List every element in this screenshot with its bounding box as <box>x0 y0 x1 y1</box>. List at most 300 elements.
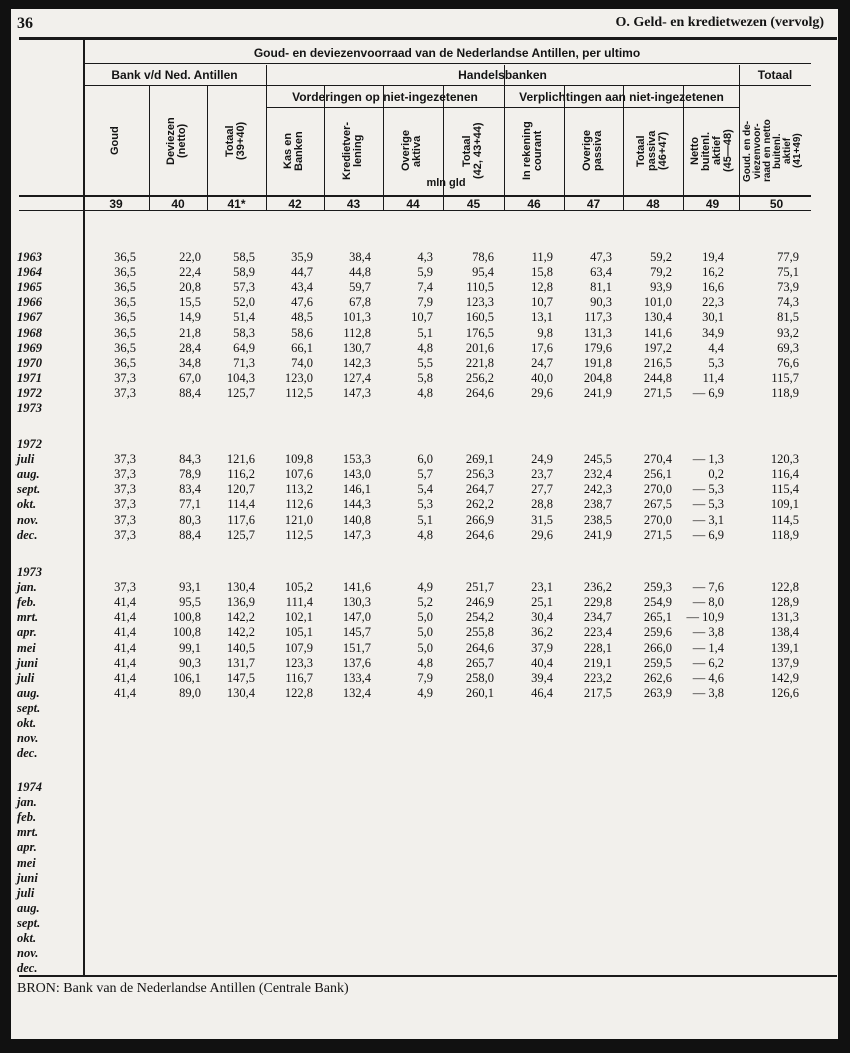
group-vorderingen: Vorderingen op niet-ingezetenen <box>292 90 478 104</box>
table-cell: 256,3 <box>465 467 494 482</box>
table-cell: 255,8 <box>465 625 494 640</box>
table-cell: 30,4 <box>531 610 553 625</box>
table-cell: 37,3 <box>114 527 136 542</box>
table-cell: 74,0 <box>291 355 313 370</box>
table-cell: 30,1 <box>702 310 724 325</box>
row-label: 1967 <box>17 310 42 325</box>
row-label: dec. <box>17 527 38 542</box>
table-cell: 246,9 <box>465 595 494 610</box>
row-label: feb. <box>17 810 37 825</box>
table-cell: 41,4 <box>114 610 136 625</box>
table-cell: 44,7 <box>291 265 313 280</box>
table-cell: 132,4 <box>342 685 371 700</box>
year-header: 1973 <box>17 565 42 579</box>
table-cell: 22,4 <box>179 265 201 280</box>
row-label: jan. <box>17 795 37 810</box>
table-cell: 259,3 <box>643 580 672 595</box>
table-cell: 241,9 <box>583 527 612 542</box>
table-cell: 131,3 <box>770 610 799 625</box>
table-cell: 95,5 <box>179 595 201 610</box>
table-cell: 11,4 <box>702 370 724 385</box>
group-handelsbanken: Handelsbanken <box>458 68 547 82</box>
table-cell: 41,4 <box>114 625 136 640</box>
column-header-49: Netto buitenl. aktief (45—48) <box>688 129 734 173</box>
table-cell: 58,9 <box>233 265 255 280</box>
row-label: juli <box>17 885 35 900</box>
table-cell: 83,4 <box>179 482 201 497</box>
table-cell: 67,0 <box>179 370 201 385</box>
table-cell: 137,6 <box>342 655 371 670</box>
stub-divider <box>83 40 85 975</box>
table-cell: 142,3 <box>342 355 371 370</box>
table-cell: 4,8 <box>417 527 433 542</box>
table-cell: 90,3 <box>590 295 612 310</box>
table-cell: — 7,6 <box>692 580 724 595</box>
table-cell: 263,9 <box>643 685 672 700</box>
table-cell: 116,4 <box>771 467 799 482</box>
column-number: 46 <box>527 197 541 211</box>
table-cell: 67,8 <box>349 295 371 310</box>
row-label: dec. <box>17 746 38 761</box>
column-header-39: Goud <box>108 126 121 156</box>
table-cell: 109,1 <box>770 497 799 512</box>
table-cell: 46,4 <box>531 685 553 700</box>
column-number: 48 <box>646 197 660 211</box>
table-cell: 228,1 <box>583 640 612 655</box>
table-cell: 10,7 <box>531 295 553 310</box>
table-cell: 130,3 <box>342 595 371 610</box>
table-cell: 37,3 <box>114 467 136 482</box>
table-cell: 23,7 <box>531 467 553 482</box>
table-cell: 41,4 <box>114 655 136 670</box>
table-cell: 142,2 <box>226 625 255 640</box>
table-cell: 201,6 <box>465 340 494 355</box>
group-verplichtingen: Verplichtingen aan niet-ingezetenen <box>519 90 724 104</box>
table-cell: 266,0 <box>643 640 672 655</box>
table-cell: 47,6 <box>291 295 313 310</box>
table-cell: — 3,8 <box>692 685 724 700</box>
top-rule <box>19 37 837 40</box>
table-cell: 112,5 <box>285 527 313 542</box>
row-label: mei <box>17 640 36 655</box>
table-cell: 122,8 <box>770 580 799 595</box>
column-divider <box>324 86 325 210</box>
table-cell: 102,1 <box>284 610 313 625</box>
table-cell: 13,1 <box>531 310 553 325</box>
table-cell: 127,4 <box>342 370 371 385</box>
table-cell: 107,9 <box>284 640 313 655</box>
table-cell: 141,6 <box>643 325 672 340</box>
row-label: aug. <box>17 467 40 482</box>
subgroup-rule <box>266 107 739 108</box>
table-cell: 31,5 <box>531 512 553 527</box>
table-cell: 267,5 <box>643 497 672 512</box>
table-cell: 234,7 <box>583 610 612 625</box>
table-cell: 74,3 <box>777 295 799 310</box>
table-cell: 259,6 <box>643 625 672 640</box>
row-label: feb. <box>17 595 37 610</box>
table-cell: 16,6 <box>702 280 724 295</box>
table-cell: 71,3 <box>233 355 255 370</box>
table-cell: 238,7 <box>583 497 612 512</box>
table-cell: 232,4 <box>583 467 612 482</box>
table-cell: 216,5 <box>643 355 672 370</box>
table-cell: 262,2 <box>465 497 494 512</box>
table-cell: 270,0 <box>643 512 672 527</box>
table-title: Goud- en deviezenvoorraad van de Nederlandse Antillen, per ultimo <box>253 46 641 60</box>
table-cell: 140,5 <box>226 640 255 655</box>
table-cell: 112,8 <box>343 325 371 340</box>
column-number: 49 <box>705 197 720 211</box>
table-cell: 100,8 <box>172 625 201 640</box>
table-cell: 264,6 <box>465 385 494 400</box>
table-cell: 5,7 <box>417 467 433 482</box>
table-cell: — 4,6 <box>692 670 724 685</box>
table-cell: 4,8 <box>417 340 433 355</box>
table-cell: — 1,3 <box>692 452 724 467</box>
table-cell: 115,4 <box>771 482 799 497</box>
column-header-47: Overige passiva <box>580 130 604 172</box>
table-cell: 5,3 <box>417 497 433 512</box>
column-header-45: Totaal (42, 43+44) <box>460 122 484 180</box>
table-cell: 179,6 <box>583 340 612 355</box>
column-header-50: Goud. en de- viezenvoor- raad en netto buitenl. aktief (41+49) <box>741 119 803 183</box>
table-cell: 5,2 <box>417 595 433 610</box>
table-cell: 20,8 <box>179 280 201 295</box>
table-cell: 130,4 <box>643 310 672 325</box>
column-header-41: Totaal (39+40) <box>223 121 247 161</box>
table-cell: 128,9 <box>770 595 799 610</box>
page-number: 36 <box>17 15 33 32</box>
table-cell: 130,4 <box>226 580 255 595</box>
table-cell: 125,7 <box>226 385 255 400</box>
row-label: 1966 <box>17 295 42 310</box>
row-label: 1973 <box>17 401 42 415</box>
table-cell: 120,3 <box>770 452 799 467</box>
table-cell: 260,1 <box>465 685 494 700</box>
table-cell: 15,5 <box>179 295 201 310</box>
group-bank: Bank v/d Ned. Antillen <box>111 68 238 82</box>
table-cell: 5,1 <box>417 512 433 527</box>
table-cell: 245,5 <box>583 452 612 467</box>
table-cell: 37,3 <box>114 370 136 385</box>
table-cell: 147,3 <box>342 527 371 542</box>
table-cell: 0,2 <box>708 467 724 482</box>
table-cell: 4,4 <box>708 340 724 355</box>
column-divider <box>564 86 565 210</box>
table-cell: 37,3 <box>114 385 136 400</box>
column-divider <box>623 86 624 210</box>
row-label: aug. <box>17 900 40 915</box>
table-cell: 41,4 <box>114 670 136 685</box>
table-cell: 139,1 <box>770 640 799 655</box>
table-cell: — 10,9 <box>686 610 724 625</box>
table-cell: 37,3 <box>114 452 136 467</box>
table-cell: 93,1 <box>179 580 201 595</box>
table-cell: 141,6 <box>342 580 371 595</box>
row-label: juli <box>17 452 35 467</box>
table-cell: 111,4 <box>285 595 313 610</box>
table-cell: 147,0 <box>342 610 371 625</box>
column-header-42: Kas en Banken <box>282 131 305 171</box>
table-cell: 114,5 <box>771 512 799 527</box>
table-cell: 7,4 <box>417 280 433 295</box>
table-cell: 236,2 <box>583 580 612 595</box>
table-cell: 73,9 <box>777 280 799 295</box>
table-cell: 36,5 <box>114 340 136 355</box>
table-cell: 21,8 <box>179 325 201 340</box>
table-cell: 4,8 <box>417 655 433 670</box>
table-cell: — 6,2 <box>692 655 724 670</box>
table-cell: 251,7 <box>465 580 494 595</box>
row-label: juli <box>17 670 35 685</box>
table-cell: 79,2 <box>650 265 672 280</box>
table-cell: 48,5 <box>291 310 313 325</box>
document-page <box>11 9 838 1039</box>
table-cell: 123,3 <box>465 295 494 310</box>
table-cell: 36,5 <box>114 280 136 295</box>
column-header-46: In rekening courant <box>521 121 544 181</box>
table-cell: 47,3 <box>590 250 612 264</box>
table-cell: 242,3 <box>583 482 612 497</box>
table-cell: 29,6 <box>531 385 553 400</box>
column-number: 45 <box>466 197 481 211</box>
table-cell: 265,1 <box>643 610 672 625</box>
table-cell: 14,9 <box>179 310 201 325</box>
row-label: mrt. <box>17 610 39 625</box>
column-divider <box>443 86 444 210</box>
table-cell: 223,4 <box>583 625 612 640</box>
column-header-43: Kredietver- lening <box>340 121 364 181</box>
table-cell: 5,0 <box>417 640 433 655</box>
table-cell: 120,7 <box>226 482 255 497</box>
table-cell: 160,5 <box>465 310 494 325</box>
table-cell: 57,3 <box>233 280 255 295</box>
table-cell: 133,4 <box>342 670 371 685</box>
column-number: 50 <box>769 197 784 211</box>
group-totaal: Totaal <box>757 68 793 82</box>
table-cell: 25,1 <box>531 595 553 610</box>
table-cell: 10,7 <box>411 310 433 325</box>
table-cell: 58,6 <box>291 325 313 340</box>
table-cell: 5,8 <box>417 370 433 385</box>
row-label: 1970 <box>17 355 42 370</box>
table-cell: 99,1 <box>179 640 201 655</box>
table-cell: 107,6 <box>284 467 313 482</box>
table-cell: 81,5 <box>777 310 799 325</box>
table-cell: 37,3 <box>114 497 136 512</box>
table-cell: 264,6 <box>465 527 494 542</box>
table-cell: 137,9 <box>770 655 799 670</box>
table-cell: 151,7 <box>342 640 371 655</box>
table-cell: 37,3 <box>114 482 136 497</box>
table-cell: 63,4 <box>590 265 612 280</box>
table-cell: 80,3 <box>179 512 201 527</box>
row-label: 1971 <box>17 370 42 385</box>
row-label: juni <box>17 655 38 670</box>
table-cell: — 6,9 <box>692 527 724 542</box>
table-cell: 256,1 <box>643 467 672 482</box>
source-note: BRON: Bank van de Nederlandse Antillen (Centrale Bank) <box>17 981 349 996</box>
table-cell: 44,8 <box>349 265 371 280</box>
row-label: sept. <box>17 700 41 715</box>
table-cell: — 8,0 <box>692 595 724 610</box>
table-cell: 35,9 <box>291 250 313 264</box>
row-label: okt. <box>17 931 37 945</box>
table-cell: 88,4 <box>179 527 201 542</box>
table-cell: 24,9 <box>531 452 553 467</box>
table-cell: 100,8 <box>172 610 201 625</box>
column-number: 43 <box>346 197 361 211</box>
year-header: 1972 <box>17 437 42 451</box>
table-cell: 105,1 <box>284 625 313 640</box>
table-cell: 101,3 <box>342 310 371 325</box>
table-cell: 121,0 <box>284 512 313 527</box>
table-cell: 4,8 <box>417 385 433 400</box>
row-label: juni <box>17 870 38 885</box>
table-cell: 16,2 <box>702 265 724 280</box>
row-label: 1964 <box>17 265 42 280</box>
row-label: mrt. <box>17 825 39 840</box>
table-cell: 22,3 <box>702 295 724 310</box>
table-cell: 118,9 <box>771 385 799 400</box>
table-cell: 34,8 <box>179 355 201 370</box>
table-cell: 5,3 <box>708 355 724 370</box>
table-cell: 64,9 <box>233 340 255 355</box>
table-cell: 5,9 <box>417 265 433 280</box>
column-number: 41* <box>227 197 246 211</box>
table-cell: 113,2 <box>285 482 313 497</box>
table-cell: 38,4 <box>349 250 371 264</box>
table-cell: 126,6 <box>770 685 799 700</box>
table-cell: 36,5 <box>114 250 136 264</box>
row-label: okt. <box>17 716 37 730</box>
table-cell: 22,0 <box>179 250 201 264</box>
table-cell: 109,8 <box>284 452 313 467</box>
table-cell: 36,5 <box>114 310 136 325</box>
column-number: 44 <box>406 197 420 211</box>
table-cell: 37,3 <box>114 512 136 527</box>
column-header-48: Totaal passiva (46+47) <box>634 130 669 172</box>
column-divider <box>504 65 505 210</box>
table-cell: 258,0 <box>465 670 494 685</box>
column-number: 40 <box>171 197 185 211</box>
table-cell: 153,3 <box>342 452 371 467</box>
table-cell: 36,2 <box>531 625 553 640</box>
table-cell: 15,8 <box>531 265 553 280</box>
table-cell: 17,6 <box>531 340 553 355</box>
row-label: 1965 <box>17 280 42 295</box>
table-cell: 112,6 <box>285 497 313 512</box>
table-cell: 147,3 <box>342 385 371 400</box>
table-cell: 52,0 <box>233 295 255 310</box>
table-cell: 229,8 <box>583 595 612 610</box>
row-label: nov. <box>17 946 39 961</box>
table-cell: 7,9 <box>417 295 433 310</box>
table-cell: 41,4 <box>114 640 136 655</box>
table-cell: — 3,1 <box>692 512 724 527</box>
table-cell: 84,3 <box>179 452 201 467</box>
row-label: jan. <box>17 580 37 595</box>
table-cell: 36,5 <box>114 355 136 370</box>
table-cell: 264,7 <box>465 482 494 497</box>
row-label: dec. <box>17 961 38 976</box>
table-cell: 241,9 <box>583 385 612 400</box>
title-rule <box>83 63 811 64</box>
table-cell: 217,5 <box>583 685 612 700</box>
table-cell: 130,4 <box>226 685 255 700</box>
table-cell: 58,3 <box>233 325 255 340</box>
table-cell: 88,4 <box>179 385 201 400</box>
table-cell: 143,0 <box>342 467 371 482</box>
table-cell: 197,2 <box>643 340 672 355</box>
group-rule <box>83 85 811 86</box>
table-cell: 223,2 <box>583 670 612 685</box>
column-divider <box>383 86 384 210</box>
table-cell: 140,8 <box>342 512 371 527</box>
year-header: 1974 <box>17 780 42 794</box>
table-cell: 106,1 <box>172 670 201 685</box>
table-cell: 5,1 <box>417 325 433 340</box>
table-cell: 130,7 <box>342 340 371 355</box>
table-cell: 221,8 <box>465 355 494 370</box>
table-cell: 93,9 <box>650 280 672 295</box>
table-cell: 51,4 <box>233 310 255 325</box>
row-label: mei <box>17 855 36 870</box>
table-cell: 270,4 <box>643 452 672 467</box>
table-cell: 138,4 <box>770 625 799 640</box>
table-cell: 259,5 <box>643 655 672 670</box>
table-cell: 115,7 <box>771 370 799 385</box>
table-cell: 123,3 <box>284 655 313 670</box>
column-number: 42 <box>288 197 302 211</box>
table-cell: 93,2 <box>777 325 799 340</box>
table-cell: 219,1 <box>583 655 612 670</box>
table-cell: — 5,3 <box>692 482 724 497</box>
table-cell: 176,5 <box>465 325 494 340</box>
table-cell: 104,3 <box>226 370 255 385</box>
table-cell: 145,7 <box>342 625 371 640</box>
table-cell: 78,9 <box>179 467 201 482</box>
table-cell: 36,5 <box>114 265 136 280</box>
table-cell: 5,0 <box>417 610 433 625</box>
table-cell: 95,4 <box>472 265 494 280</box>
table-cell: 40,4 <box>531 655 553 670</box>
column-divider <box>149 86 150 210</box>
table-cell: 34,9 <box>702 325 724 340</box>
table-cell: 9,8 <box>537 325 553 340</box>
row-label: apr. <box>17 840 37 855</box>
table-cell: 78,6 <box>472 250 494 264</box>
table-cell: 269,1 <box>465 452 494 467</box>
row-label: sept. <box>17 482 41 497</box>
bottom-rule <box>19 975 837 977</box>
table-cell: 105,2 <box>284 580 313 595</box>
table-cell: 123,0 <box>284 370 313 385</box>
table-cell: 147,5 <box>226 670 255 685</box>
table-cell: 37,9 <box>531 640 553 655</box>
table-cell: 28,8 <box>531 497 553 512</box>
table-cell: 77,9 <box>777 250 799 264</box>
table-cell: 254,9 <box>643 595 672 610</box>
column-number: 47 <box>586 197 601 211</box>
row-label: 1972 <box>17 385 42 400</box>
table-cell: 11,9 <box>531 250 553 264</box>
column-divider <box>683 86 684 210</box>
table-cell: 146,1 <box>342 482 371 497</box>
table-cell: 41,4 <box>114 685 136 700</box>
row-label: nov. <box>17 731 39 746</box>
